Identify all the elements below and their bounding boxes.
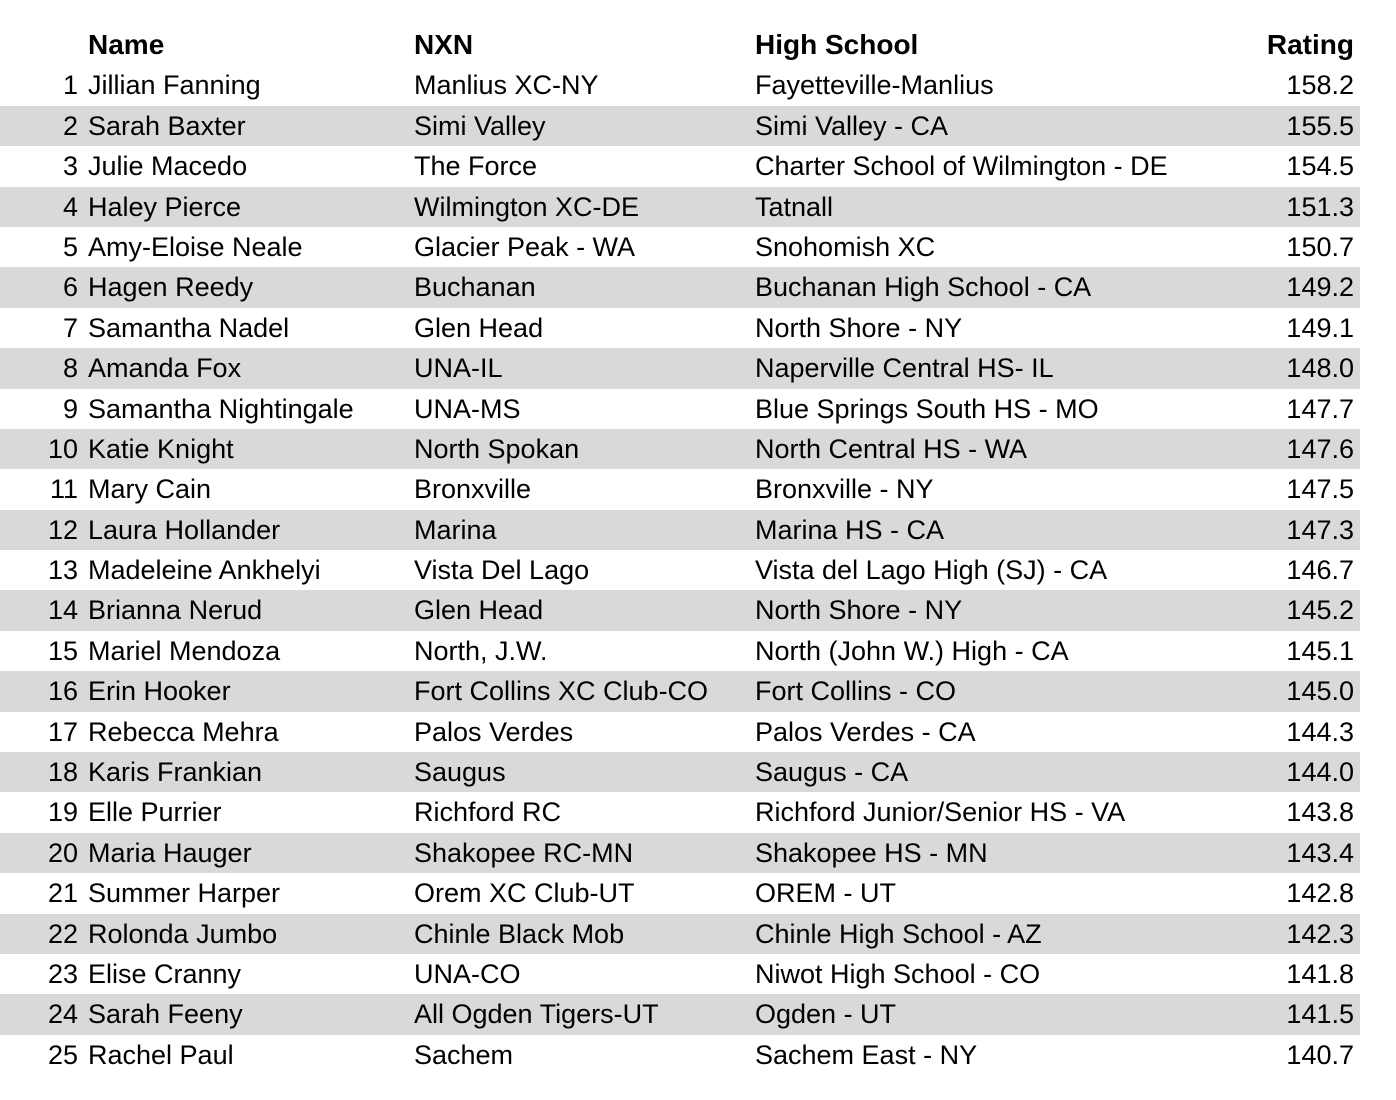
table-row (0, 671, 1360, 711)
rating-cell: 143.4 (1286, 837, 1354, 868)
rating-cell: 142.8 (1286, 878, 1354, 909)
name-cell: Brianna Nerud (88, 595, 263, 626)
nxn-cell: Orem XC Club-UT (414, 878, 635, 909)
rank-cell: 22 (47, 918, 78, 949)
rating-cell: 155.5 (1286, 110, 1354, 141)
nxn-cell: Palos Verdes (414, 716, 574, 747)
rating-cell: 140.7 (1286, 1039, 1354, 1070)
high-school-cell: Tatnall (755, 191, 834, 222)
rank-cell: 13 (47, 555, 78, 586)
rankings-table (0, 25, 1360, 1075)
rank-cell: 15 (47, 635, 78, 666)
high-school-cell: Saugus - CA (755, 757, 909, 788)
rank-cell: 14 (47, 595, 78, 626)
nxn-cell: North Spokan (414, 433, 580, 464)
table-row (0, 348, 1360, 388)
table-row (0, 429, 1360, 469)
high-school-cell: Blue Springs South HS - MO (755, 393, 1099, 424)
table-row (0, 187, 1360, 227)
rating-cell: 145.1 (1286, 635, 1354, 666)
high-school-cell: North Shore - NY (755, 312, 963, 343)
high-school-cell: North Shore - NY (755, 595, 963, 626)
table-row (0, 752, 1360, 792)
rank-cell: 17 (47, 716, 78, 747)
rating-cell: 144.0 (1286, 757, 1354, 788)
name-cell: Summer Harper (88, 878, 281, 909)
high-school-cell: Palos Verdes - CA (755, 716, 976, 747)
rating-cell: 142.3 (1286, 918, 1354, 949)
rating-cell: 154.5 (1286, 151, 1354, 182)
nxn-cell: Wilmington XC-DE (414, 191, 640, 222)
rating-cell: 151.3 (1286, 191, 1354, 222)
header-name: Name (88, 29, 165, 60)
nxn-cell: Manlius XC-NY (414, 70, 599, 101)
high-school-cell: Sachem East - NY (755, 1039, 978, 1070)
rank-cell: 9 (62, 393, 78, 424)
name-cell: Amy-Eloise Neale (88, 231, 303, 262)
rating-cell: 145.2 (1286, 595, 1354, 626)
table-row (0, 914, 1360, 954)
name-cell: Maria Hauger (88, 837, 252, 868)
nxn-cell: Buchanan (414, 272, 536, 303)
high-school-cell: Snohomish XC (755, 231, 936, 262)
rank-cell: 3 (62, 151, 78, 182)
rating-cell: 147.3 (1286, 514, 1354, 545)
table-row (0, 106, 1360, 146)
rank-cell: 1 (62, 70, 78, 101)
table-row (0, 146, 1360, 186)
nxn-cell: Richford RC (414, 797, 562, 828)
high-school-cell: Shakopee HS - MN (755, 837, 988, 868)
rank-cell: 11 (49, 474, 78, 505)
high-school-cell: North Central HS - WA (755, 433, 1028, 464)
high-school-cell: Marina HS - CA (755, 514, 945, 545)
table-row (0, 833, 1360, 873)
rank-cell: 18 (47, 757, 78, 788)
name-cell: Elise Cranny (88, 958, 242, 989)
table-row (0, 590, 1360, 630)
rank-cell: 5 (62, 231, 78, 262)
high-school-cell: Niwot High School - CO (755, 958, 1041, 989)
rating-cell: 158.2 (1286, 70, 1354, 101)
table-body (0, 65, 1360, 1075)
name-cell: Mariel Mendoza (88, 635, 281, 666)
high-school-cell: Bronxville - NY (755, 474, 934, 505)
rank-cell: 24 (47, 999, 78, 1030)
high-school-cell: Fayetteville-Manlius (755, 70, 994, 101)
table-row (0, 227, 1360, 267)
table-row (0, 712, 1360, 752)
high-school-cell: Naperville Central HS- IL (755, 353, 1054, 384)
rank-cell: 16 (47, 676, 78, 707)
nxn-cell: Marina (414, 514, 497, 545)
name-cell: Jillian Fanning (88, 70, 261, 101)
rating-cell: 146.7 (1286, 555, 1354, 586)
table-row (0, 389, 1360, 429)
nxn-cell: Fort Collins XC Club-CO (414, 676, 709, 707)
table-row (0, 550, 1360, 590)
name-cell: Madeleine Ankhelyi (88, 555, 321, 586)
rank-cell: 12 (47, 514, 78, 545)
high-school-cell: Fort Collins - CO (755, 676, 957, 707)
name-cell: Samantha Nightingale (88, 393, 354, 424)
high-school-cell: Charter School of Wilmington - DE (755, 151, 1168, 182)
nxn-cell: Glen Head (414, 312, 544, 343)
high-school-cell: Chinle High School - AZ (755, 918, 1042, 949)
rating-cell: 147.7 (1286, 393, 1354, 424)
nxn-cell: Simi Valley (414, 110, 546, 141)
name-cell: Rolonda Jumbo (88, 918, 278, 949)
high-school-cell: Simi Valley - CA (755, 110, 949, 141)
rank-cell: 20 (47, 837, 78, 868)
rank-cell: 21 (47, 878, 78, 909)
rating-cell: 147.5 (1286, 474, 1354, 505)
nxn-cell: Shakopee RC-MN (414, 837, 634, 868)
rating-cell: 145.0 (1286, 676, 1354, 707)
name-cell: Elle Purrier (88, 797, 222, 828)
rank-cell: 4 (62, 191, 78, 222)
name-cell: Sarah Baxter (88, 110, 246, 141)
name-cell: Mary Cain (88, 474, 212, 505)
rating-cell: 148.0 (1286, 353, 1354, 384)
name-cell: Hagen Reedy (88, 272, 254, 303)
name-cell: Katie Knight (88, 433, 234, 464)
nxn-cell: Saugus (414, 757, 506, 788)
table-row (0, 792, 1360, 832)
table-row (0, 954, 1360, 994)
high-school-cell: Ogden - UT (755, 999, 897, 1030)
table-row (0, 994, 1360, 1034)
table-row (0, 510, 1360, 550)
name-cell: Amanda Fox (88, 353, 242, 384)
table-row (0, 1035, 1360, 1075)
name-cell: Laura Hollander (88, 514, 281, 545)
rating-cell: 143.8 (1286, 797, 1354, 828)
rank-cell: 19 (47, 797, 78, 828)
name-cell: Erin Hooker (88, 676, 231, 707)
rank-cell: 6 (62, 272, 78, 303)
header-nxn: NXN (414, 29, 474, 60)
nxn-cell: The Force (414, 151, 538, 182)
table-row (0, 631, 1360, 671)
table-row (0, 469, 1360, 509)
rating-cell: 150.7 (1286, 231, 1354, 262)
high-school-cell: Richford Junior/Senior HS - VA (755, 797, 1126, 828)
nxn-cell: Vista Del Lago (414, 555, 590, 586)
high-school-cell: OREM - UT (755, 878, 896, 909)
nxn-cell: Glacier Peak - WA (414, 231, 636, 262)
rating-cell: 141.5 (1286, 999, 1354, 1030)
rating-cell: 147.6 (1286, 433, 1354, 464)
rank-cell: 10 (47, 433, 78, 464)
rank-cell: 7 (62, 312, 78, 343)
rating-cell: 149.1 (1286, 312, 1354, 343)
table-row (0, 308, 1360, 348)
nxn-cell: UNA-IL (414, 353, 503, 384)
high-school-cell: North (John W.) High - CA (755, 635, 1069, 666)
header-row (0, 25, 1360, 65)
rank-cell: 23 (47, 958, 78, 989)
name-cell: Rachel Paul (88, 1039, 234, 1070)
name-cell: Karis Frankian (88, 757, 263, 788)
header-high-school: High School (755, 29, 919, 60)
name-cell: Julie Macedo (88, 151, 248, 182)
rank-cell: 25 (47, 1039, 78, 1070)
high-school-cell: Buchanan High School - CA (755, 272, 1092, 303)
table-row (0, 873, 1360, 913)
name-cell: Sarah Feeny (88, 999, 243, 1030)
name-cell: Rebecca Mehra (88, 716, 279, 747)
rating-cell: 144.3 (1286, 716, 1354, 747)
header-rating: Rating (1266, 29, 1354, 60)
nxn-cell: Glen Head (414, 595, 544, 626)
rank-cell: 2 (62, 110, 78, 141)
nxn-cell: Bronxville (414, 474, 532, 505)
nxn-cell: Chinle Black Mob (414, 918, 625, 949)
nxn-cell: UNA-MS (414, 393, 521, 424)
nxn-cell: All Ogden Tigers-UT (414, 999, 659, 1030)
high-school-cell: Vista del Lago High (SJ) - CA (755, 555, 1108, 586)
nxn-cell: North, J.W. (414, 635, 548, 666)
rating-cell: 141.8 (1286, 958, 1354, 989)
nxn-cell: UNA-CO (414, 958, 521, 989)
name-cell: Haley Pierce (88, 191, 242, 222)
rating-cell: 149.2 (1286, 272, 1354, 303)
name-cell: Samantha Nadel (88, 312, 290, 343)
table-row (0, 65, 1360, 105)
table-row (0, 267, 1360, 307)
nxn-cell: Sachem (414, 1039, 514, 1070)
rank-cell: 8 (62, 353, 78, 384)
